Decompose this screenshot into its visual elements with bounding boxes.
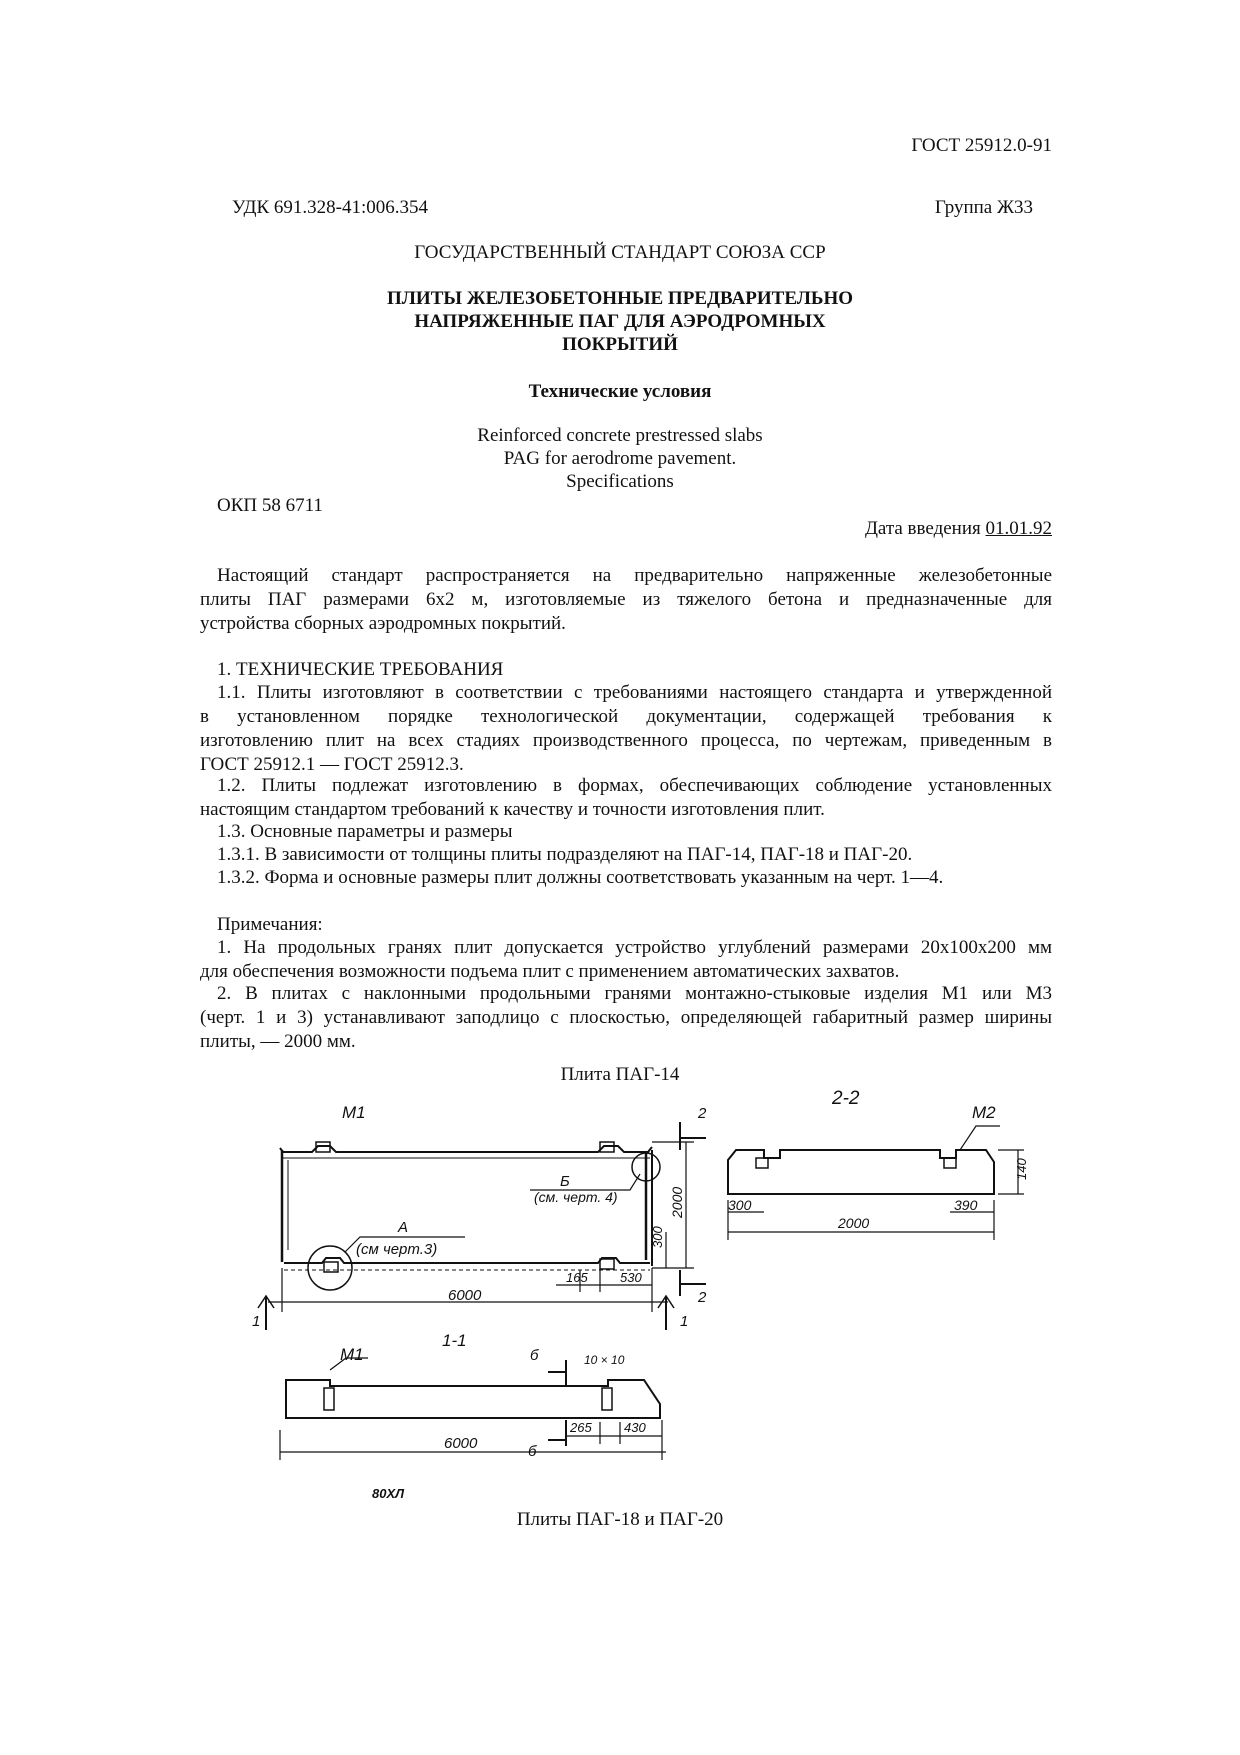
label-callout-b-ref: (см. черт. 4) — [534, 1189, 618, 1205]
clause-1-1-line-3: изготовлению плит на всех стадиях производственного процесса, по чертежам, приведенным в — [200, 730, 1052, 751]
udk-code: УДК 691.328-41:006.354 — [232, 197, 429, 218]
scope-line-3: устройства сборных аэродромных покрытий. — [200, 613, 566, 634]
label-dim-430: 430 — [624, 1420, 646, 1435]
section-2-2-insert-right — [944, 1158, 956, 1168]
okp-code: ОКП 58 6711 — [217, 495, 323, 516]
section-mark-2-top — [680, 1122, 706, 1150]
label-dim-140: 140 — [1014, 1158, 1029, 1180]
intro-date-value: 01.01.92 — [985, 518, 1052, 539]
section-2-2-view — [728, 1126, 1024, 1240]
label-section-1-1: 1-1 — [442, 1331, 467, 1350]
label-mark-b-bottom: б — [528, 1443, 537, 1460]
m2-leader — [960, 1126, 1000, 1150]
label-dim-165: 165 — [566, 1270, 588, 1285]
clause-1-1-line-4: ГОСТ 25912.1 — ГОСТ 25912.3. — [200, 754, 464, 775]
callout-b-leader — [530, 1174, 640, 1190]
m1-insert-bottom-right — [600, 1259, 614, 1269]
document-subtitle: Технические условия — [528, 381, 712, 402]
scope-line-2: плиты ПАГ размерами 6х2 м, изготовляемые из тяжелого бетона и предназначенные для — [200, 589, 1052, 610]
section-2-2-outline — [728, 1150, 994, 1194]
label-mark-1-right: 1 — [680, 1313, 689, 1330]
clause-1-2-line-2: настоящим стандартом требований к качеству и точности изготовления плит. — [200, 799, 825, 820]
label-dim-390: 390 — [954, 1197, 978, 1213]
label-mark-b-top: б — [530, 1347, 539, 1364]
figure-caption-pag14: Плита ПАГ-14 — [560, 1064, 680, 1085]
note-2-line-3: плиты, — 2000 мм. — [200, 1031, 356, 1052]
label-dim-265: 265 — [570, 1420, 592, 1435]
group-code: Группа Ж33 — [934, 197, 1033, 218]
clause-1-3-1: 1.3.1. В зависимости от толщины плиты подразделяют на ПАГ-14, ПАГ-18 и ПАГ-20. — [217, 844, 913, 865]
label-dim-2000-section: 2000 — [838, 1215, 870, 1231]
clause-1-3-2: 1.3.2. Форма и основные размеры плит должны соответствовать указанным на черт. 1—4. — [217, 867, 944, 888]
clause-1-3: 1.3. Основные параметры и размеры — [217, 821, 513, 842]
label-callout-b: Б — [560, 1173, 570, 1190]
note-1-line-2: для обеспечения возможности подъема плит с применением автоматических захватов. — [200, 961, 900, 982]
clause-1-2-line-1: 1.2. Плиты подлежат изготовлению в формах, обеспечивающих соблюдение установленных — [217, 775, 1052, 796]
label-mark-2-top: 2 — [698, 1105, 707, 1122]
english-title-line-2: PAG for aerodrome pavement. — [503, 448, 737, 469]
plan-bottom-edge — [284, 1258, 650, 1263]
scope-line-1: Настоящий стандарт распространяется на предварительно напряженные железобетонные — [217, 565, 1052, 586]
state-standard-heading: ГОСУДАРСТВЕННЫЙ СТАНДАРТ СОЮЗА ССР — [414, 242, 826, 263]
section-1-1-outline — [286, 1380, 660, 1418]
intro-date-label: Дата введения — [864, 518, 981, 539]
label-section-2-2: 2-2 — [832, 1088, 860, 1109]
gost-number: ГОСТ 25912.0-91 — [911, 135, 1052, 156]
section-1-heading: 1. ТЕХНИЧЕСКИЕ ТРЕБОВАНИЯ — [217, 659, 504, 680]
label-mark-1-left: 1 — [252, 1313, 261, 1330]
document-title-line-1: ПЛИТЫ ЖЕЛЕЗОБЕТОННЫЕ ПРЕДВАРИТЕЛЬНО — [386, 288, 854, 309]
section-mark-b-bottom — [548, 1420, 566, 1446]
note-1-line-1: 1. На продольных гранях плит допускается устройство углублений размерами 20х100х200 мм — [217, 937, 1052, 958]
document-title-line-3: ПОКРЫТИЙ — [562, 334, 678, 355]
callout-a-circle — [308, 1246, 352, 1290]
english-title-line-1: Reinforced concrete prestressed slabs — [477, 425, 763, 446]
english-title-line-3: Specifications — [566, 471, 674, 492]
section-1-1-insert-right — [602, 1388, 612, 1410]
label-callout-a: А — [398, 1219, 409, 1236]
label-dim-6000-section: 6000 — [444, 1435, 478, 1452]
label-dim-10x10: 10 × 10 — [584, 1353, 625, 1367]
note-2-line-1: 2. В плитах с наклонными продольными гранями монтажно-стыковые изделия М1 или М3 — [217, 983, 1052, 1004]
label-m2: М2 — [972, 1103, 996, 1122]
plan-view — [280, 1142, 660, 1290]
label-m1-plan: М1 — [342, 1103, 366, 1122]
label-dim-2000-vertical: 2000 — [669, 1186, 685, 1218]
plan-top-edge — [280, 1146, 652, 1152]
clause-1-1-line-2: в установленном порядке технологической документации, содержащей требования к — [200, 706, 1052, 727]
plan-dimensions — [258, 1122, 706, 1330]
label-callout-a-ref: (см черт.3) — [356, 1241, 438, 1258]
section-1-1-insert-left — [324, 1388, 334, 1410]
clause-1-1-line-1: 1.1. Плиты изготовляют в соответствии с требованиями настоящего стандарта и утвержденной — [217, 682, 1052, 703]
section-2-2-insert-left — [756, 1158, 768, 1168]
label-dim-530: 530 — [620, 1270, 642, 1285]
document-title-line-2: НАПРЯЖЕННЫЕ ПАГ ДЛЯ АЭРОДРОМНЫХ — [414, 311, 826, 332]
note-2-line-2: (черт. 1 и 3) устанавливают заподлицо с плоскостью, определяющей габаритный размер ширины — [200, 1007, 1052, 1028]
label-dim-6000-plan: 6000 — [448, 1287, 482, 1304]
figure-caption-pag18-20: Плиты ПАГ-18 и ПАГ-20 — [516, 1509, 724, 1530]
label-m1-section: М1 — [340, 1345, 364, 1364]
label-stamp: 80ХЛ — [372, 1486, 405, 1501]
label-mark-2-bottom: 2 — [698, 1289, 707, 1306]
notes-heading: Примечания: — [217, 914, 323, 935]
label-dim-300-section: 300 — [728, 1197, 752, 1213]
label-dim-300-plan: 300 — [650, 1226, 665, 1248]
section-mark-b-top — [548, 1360, 566, 1386]
